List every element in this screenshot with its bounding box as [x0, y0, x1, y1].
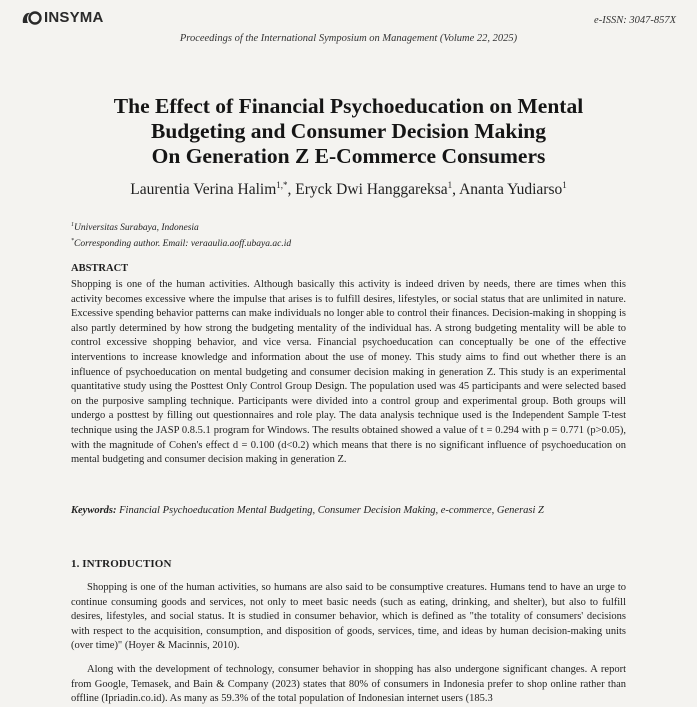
- title-line: Budgeting and Consumer Decision Making: [150, 119, 547, 143]
- author-name: Eryck Dwi Hanggareksa: [295, 181, 448, 199]
- keywords: [71, 503, 626, 518]
- eissn: e-ISSN: 3047-857X: [594, 15, 676, 26]
- title-line: The Effect of Financial Psychoeducation on Mental: [113, 94, 584, 118]
- author-name: Laurentia Verina Halim: [130, 181, 277, 199]
- insyma-logo-icon: [21, 10, 43, 26]
- section-heading: 1. INTRODUCTION: [71, 558, 172, 570]
- paper-title: [60, 94, 637, 169]
- logo-text: INSYMA: [44, 9, 104, 26]
- abstract-text: Shopping is one of the human activities. Although basically this activity is indeed driven by needs, there are times when this activity becomes excessive where the impulse that arises is to fulfill desires, lifestyles, or social status that are unlimited in nature. Excessive spending behavior patterns can make individuals no longer able to control their finances. Decision-making in shopping is also partly determined by how strong the budgeting mentality of the individual has. A strong budgeting mentality will be able to control excessive shopping behavior, and vice versa. Financial psychoeducation can conceptually be one of the effective interventions to increase knowledge and information about the use of money. This study aims to find out whether there is an influence of psychoeducation on mental budgeting and consumer decision making in generation Z. This study is an experimental quantitative study using the Posttest Only Control Group Design. The population used was 45 participants and were selected based on the purposive sampling technique. Participants were divided into a control group and experimental group. Both groups will undergo a posttest by filling out questionnaires and role play. The data analysis technique used is the Independent Sample T-test technique using the JASP 0.8.5.1 program for Windows. The results obtained showed a value of t = 0.294 with p = 0.771 (p>0.05), with the magnitude of Cohen's effect d = 0.100 (d<0.2) which means that there is no significant influence of psychoeducation on mental budgeting and consumer decision making in generation Z.: [71, 279, 626, 466]
- corresponding-author: *Corresponding author. Email: veraaulia.aoff.ubaya.ac.id: [71, 238, 292, 250]
- author-sup: 1: [562, 180, 567, 190]
- body-paragraph: Along with the development of technology, consumer behavior in shopping has also undergone significant changes. A report from Google, Temasek, and Bain & Company (2023) states that 80% of consumers in Indonesia prefer to shop online rather than offline (Ipriadin.co.id). As many as 59.3% of the total population of Indonesian internet users (185.3: [71, 664, 626, 705]
- author-name: Ananta Yudiarso: [459, 181, 563, 199]
- affiliations: [71, 219, 291, 251]
- abstract-heading: ABSTRACT: [71, 263, 129, 274]
- proceedings-line: Proceedings of the International Symposium on Management (Volume 22, 2025): [179, 33, 518, 44]
- affiliation: $^1$Universitas Surabaya, Indonesia: [71, 222, 199, 234]
- author-sup: 1,*: [276, 180, 288, 190]
- body-paragraph: Shopping is one of the human activities, so humans are also said to be consumptive creatures. Humans tend to have an urge to continue consuming goods and services, not only to meet basic needs (such as eating, drinking, and shelter), but also to fulfill desires, lifestyles, and social status. It is studied in consumer behavior, which is defined as "the totality of consumers' decisions with respect to the acquisition, consumption, and disposition of goods, services, time, and ideas by human decision-making units (over time)" (Hoyer & Macinnis, 2010).: [71, 582, 626, 652]
- journal-logo: [21, 9, 104, 26]
- title-line: On Generation Z E-Commerce Consumers: [151, 144, 546, 168]
- author-sup: 1: [447, 180, 453, 190]
- keywords-text: Financial Psychoeducation Mental Budgeting, Consumer Decision Making, e-commerce, Generasi Z: [116, 505, 544, 516]
- keywords-label: Keywords:: [71, 505, 117, 516]
- author-list: Laurentia Verina Halim$^{1,*}$, Eryck Dwi Hanggareksa$^1$, Ananta Yudiarso$^1$: [130, 180, 567, 199]
